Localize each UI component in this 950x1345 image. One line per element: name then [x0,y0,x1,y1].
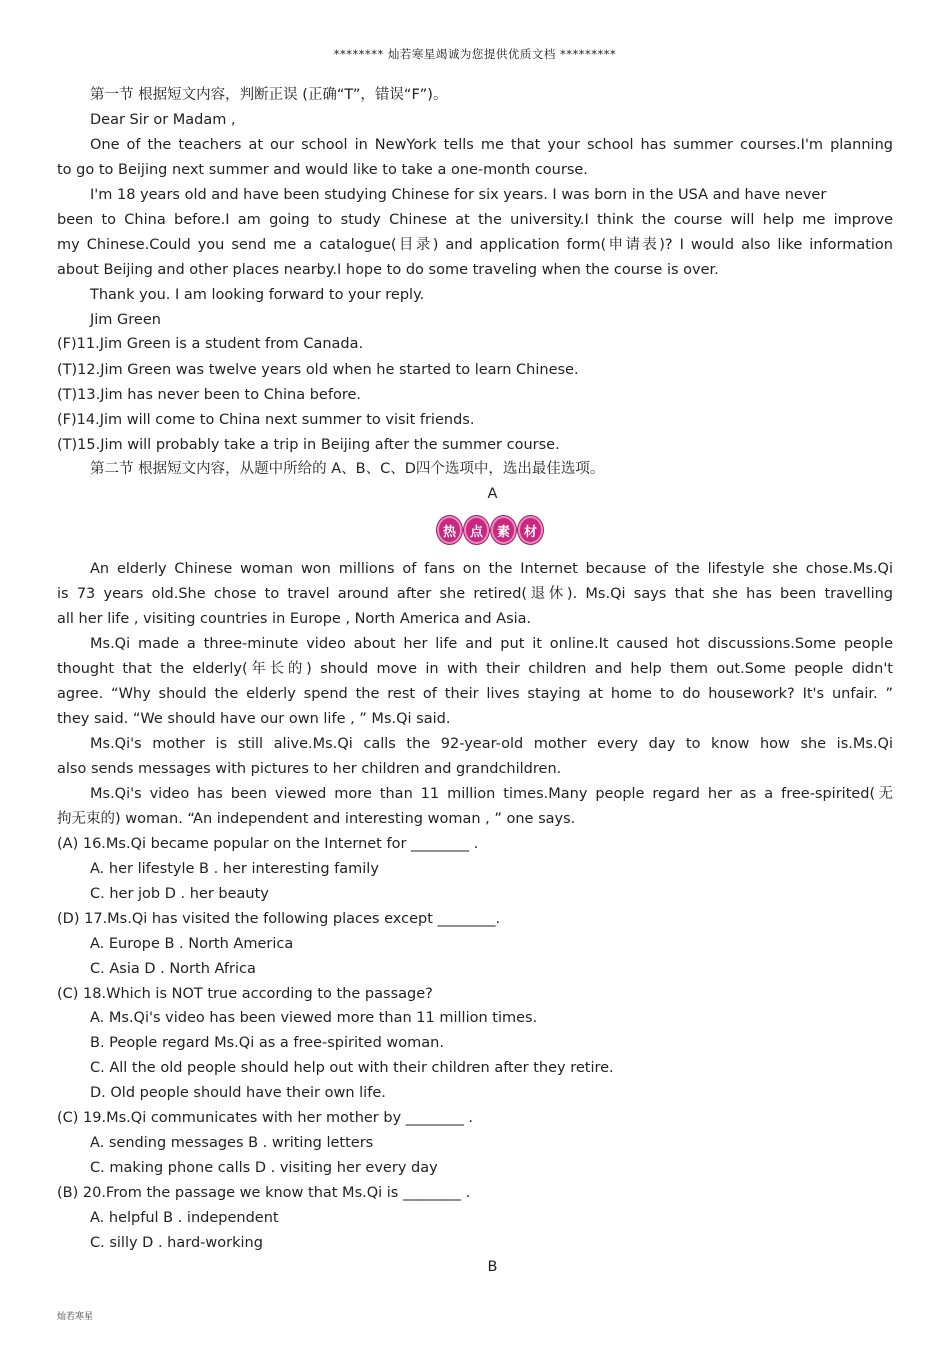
question-19: (C) 19.Ms.Qi communicates with her mother by ________ . [57,1110,473,1126]
passage-line: An elderly Chinese woman won millions of fans on the Internet because of the lifestyle she chose.Ms.Qi [90,561,893,577]
badge-char: 素 [491,516,516,544]
question-option: A. her lifestyle B . her interesting family [90,861,379,877]
passage-line: also sends messages with pictures to her children and grandchildren. [57,761,562,777]
question-option: A. Europe B . North America [90,936,294,952]
letter-line: to go to Beijing next summer and would like to take a one-month course. [57,162,588,178]
question-17: (D) 17.Ms.Qi has visited the following places except ________. [57,911,501,927]
section2-title: 第二节 根据短文内容，从题中所给的 A、B、C、D四个选项中，选出最佳选项。 [90,461,605,477]
tf-item: (T)13.Jim has never been to China before. [57,387,362,403]
question-option: C. making phone calls D . visiting her every day [90,1160,438,1176]
letter-signature: Jim Green [90,312,161,328]
tf-item: (F)11.Jim Green is a student from Canada. [57,336,364,352]
tf-item: (T)15.Jim will probably take a trip in Beijing after the summer course. [57,437,560,453]
badge-char: 点 [464,516,489,544]
question-option: A. Ms.Qi's video has been viewed more than 11 million times. [90,1010,538,1026]
letter-line: been to China before.I am going to study Chinese at the university.I think the course will help me improve [57,212,893,228]
letter-closing: Thank you. I am looking forward to your reply. [90,287,425,303]
hot-topic-badge [437,515,543,545]
passage-line: Ms.Qi's video has been viewed more than 11 million times.Many people regard her as a free-spirited(无 [90,786,893,802]
section1-title: 第一节 根据短文内容，判断正误 (正确“T”，错误“F”)。 [90,87,448,103]
badge-char: 材 [518,516,543,544]
letter-line: One of the teachers at our school in NewYork tells me that your school has summer courses.I'm planning [90,137,893,153]
passage-b-label: B [487,1259,498,1275]
passage-a-label: A [487,486,498,502]
question-option: C. silly D . hard-working [90,1235,263,1251]
question-option: B. People regard Ms.Qi as a free-spirited woman. [90,1035,444,1051]
page-footer: 灿若寒星 [57,1312,94,1322]
tf-item: (F)14.Jim will come to China next summer to visit friends. [57,412,475,428]
letter-greeting: Dear Sir or Madam , [90,112,236,128]
page-header: ******** 灿若寒星竭诚为您提供优质文档 ********* [333,47,617,61]
passage-line: is 73 years old.She chose to travel around after she retired(退休). Ms.Qi says that she has been travelling [57,586,893,602]
question-option: D. Old people should have their own life. [90,1085,386,1101]
letter-line: I'm 18 years old and have been studying Chinese for six years. I was born in the USA and have never [90,187,827,203]
letter-line: about Beijing and other places nearby.I hope to do some traveling when the course is over. [57,262,719,278]
question-option: A. sending messages B . writing letters [90,1135,374,1151]
question-16: (A) 16.Ms.Qi became popular on the Internet for ________ . [57,836,479,852]
passage-line: all her life , visiting countries in Europe , North America and Asia. [57,611,532,627]
letter-line: my Chinese.Could you send me a catalogue(目录) and application form(申请表)? I would also like information [57,237,893,253]
passage-line: Ms.Qi made a three-minute video about her life and put it online.It caused hot discussions.Some people [90,636,893,652]
tf-item: (T)12.Jim Green was twelve years old when he started to learn Chinese. [57,362,579,378]
question-option: A. helpful B . independent [90,1210,279,1226]
passage-line: 拘无束的) woman. “An independent and interesting woman , ” one says. [57,811,576,827]
badge-char: 热 [437,516,462,544]
passage-line: agree. “Why should the elderly spend the rest of their lives staying at home to do housework? It's unfair. ” [57,686,893,702]
question-option: C. Asia D . North Africa [90,961,256,977]
passage-line: they said. “We should have our own life , ” Ms.Qi said. [57,711,451,727]
passage-line: thought that the elderly(年长的) should move in with their children and help them out.Some people didn't [57,661,893,677]
question-option: C. All the old people should help out with their children after they retire. [90,1060,614,1076]
question-20: (B) 20.From the passage we know that Ms.Qi is ________ . [57,1185,471,1201]
passage-line: Ms.Qi's mother is still alive.Ms.Qi calls the 92-year-old mother every day to know how she is.Ms.Qi [90,736,893,752]
question-option: C. her job D . her beauty [90,886,269,902]
question-18: (C) 18.Which is NOT true according to the passage? [57,986,433,1002]
